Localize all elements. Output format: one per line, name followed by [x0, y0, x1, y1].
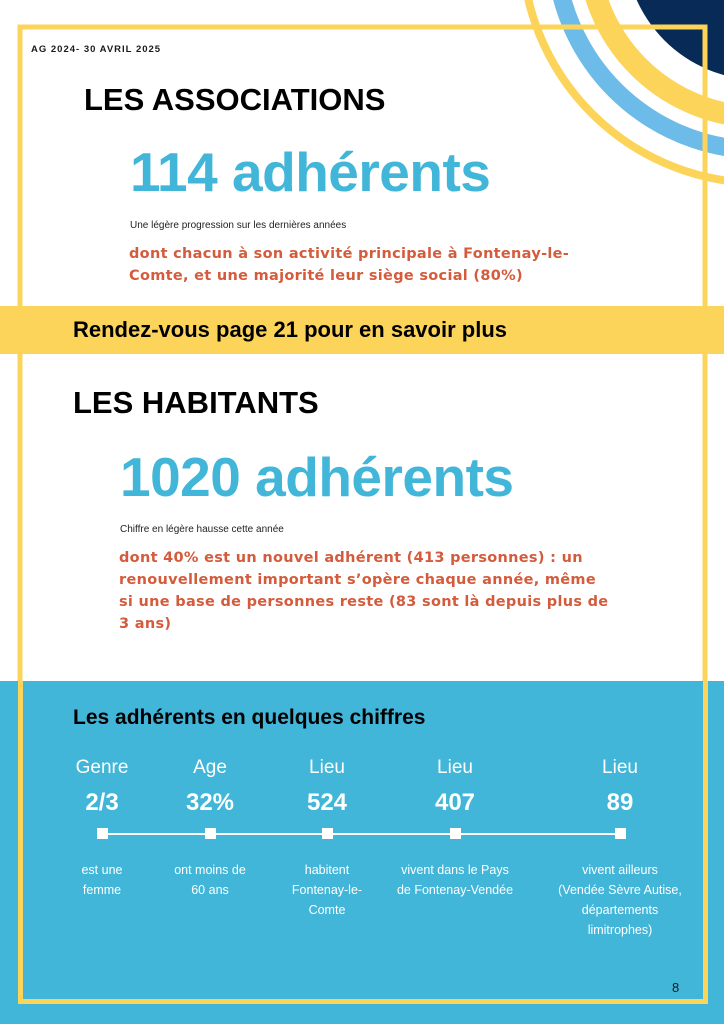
timeline-marker — [450, 828, 461, 839]
habitants-note: Chiffre en légère hausse cette année — [120, 524, 284, 535]
stat-label: Lieu — [602, 757, 638, 778]
timeline-marker — [205, 828, 216, 839]
stat-description-line: femme — [82, 883, 122, 897]
associations-detail — [129, 243, 569, 287]
habitants-heading: LES HABITANTS — [73, 385, 319, 420]
timeline-line — [101, 833, 621, 835]
stat-description — [540, 860, 700, 940]
stat-description-line: est une — [81, 863, 123, 877]
timeline-marker — [322, 828, 333, 839]
stat-label: Genre — [75, 757, 129, 778]
stat-description-line: habitent — [304, 863, 350, 877]
stat-label: Lieu — [437, 757, 473, 778]
figures-panel — [0, 681, 724, 1024]
stat-description-line: vivent dans le Pays — [401, 863, 509, 877]
associations-detail-line: dont chacun à son activité principale à Fontenay-le- — [129, 246, 570, 262]
habitants-detail-line: 3 ans) — [119, 616, 172, 632]
habitants-detail-line: dont 40% est un nouvel adhérent (413 personnes) : un — [119, 550, 583, 566]
stat-value: 89 — [606, 789, 634, 816]
stat-value: 524 — [306, 789, 348, 816]
stat-description-line: de Fontenay-Vendée — [396, 883, 514, 897]
habitants-count: 1020 adhérents — [120, 446, 514, 508]
frame-right-edge — [703, 681, 708, 1004]
habitants-detail-line: renouvellement important s’opère chaque année, même — [119, 572, 596, 588]
stat-description-line: départements — [581, 903, 659, 917]
stat-description — [267, 860, 387, 920]
frame-bottom-edge — [18, 999, 708, 1004]
habitants-detail-line: si une base de personnes reste (83 sont là depuis plus de — [119, 594, 609, 610]
stat-description-line: 60 ans — [191, 883, 229, 897]
stat-description-line: ont moins de — [174, 863, 246, 877]
stat-label: Age — [193, 757, 227, 778]
stat-value: 32% — [185, 789, 235, 816]
stat-description-line: Fontenay-le- — [291, 883, 363, 897]
stat-description — [42, 860, 162, 900]
stat-value: 407 — [434, 789, 476, 816]
stat-description — [375, 860, 535, 900]
stat-description-line: limitrophes) — [587, 923, 653, 937]
page-number: 8 — [672, 980, 680, 995]
stat-description-line: Comte — [308, 903, 346, 917]
timeline-marker — [615, 828, 626, 839]
banner-text: Rendez-vous page 21 pour en savoir plus — [73, 317, 507, 342]
habitants-detail — [119, 547, 608, 635]
associations-detail-line: Comte, et une majorité leur siège social (80%) — [129, 268, 523, 284]
stat-description — [150, 860, 270, 900]
figures-title: Les adhérents en quelques chiffres — [73, 706, 426, 729]
stat-description-line: (Vendée Sèvre Autise, — [558, 883, 682, 897]
timeline-marker — [97, 828, 108, 839]
associations-count: 114 adhérents — [130, 141, 491, 203]
stat-value: 2/3 — [85, 789, 119, 816]
associations-note: Une légère progression sur les dernières années — [130, 220, 347, 231]
stat-label: Lieu — [309, 757, 345, 778]
frame-left-edge — [18, 681, 23, 1004]
meeting-date-header: AG 2024- 30 AVRIL 2025 — [31, 44, 162, 55]
associations-heading: LES ASSOCIATIONS — [84, 82, 386, 117]
stat-description-line: vivent ailleurs — [582, 863, 658, 877]
